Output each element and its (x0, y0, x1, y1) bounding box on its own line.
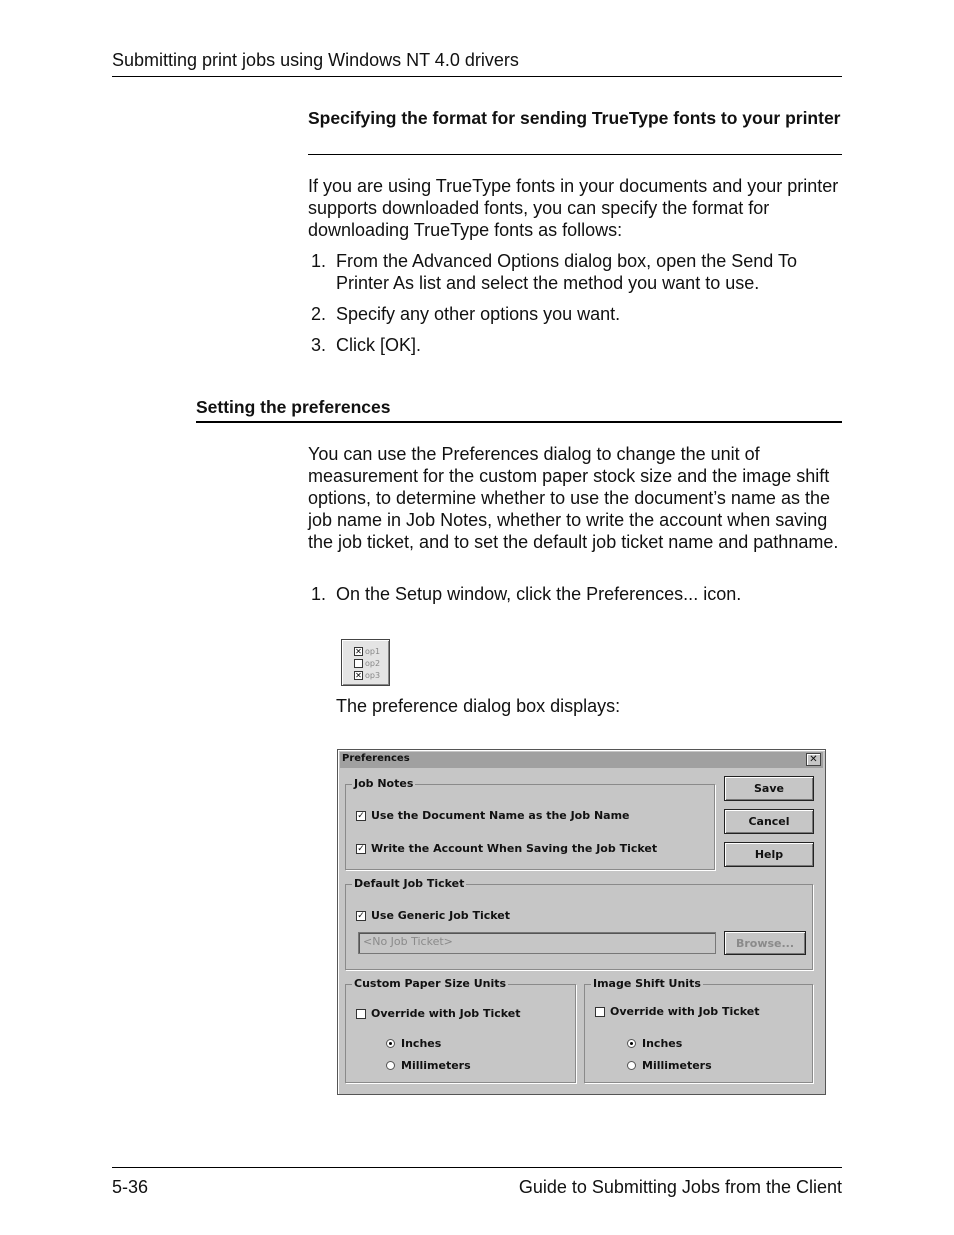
section-heading-rule (308, 154, 842, 155)
cancel-button[interactable]: Cancel (724, 809, 814, 834)
preferences-steps (308, 583, 842, 605)
write-account-checkbox[interactable] (356, 842, 657, 855)
group-label: Image Shift Units (593, 977, 701, 990)
radio-label: Millimeters (401, 1059, 471, 1072)
step-item (308, 583, 842, 605)
step-text: Specify any other options you want. (336, 304, 621, 324)
checkbox-label: Use the Document Name as the Job Name (371, 809, 630, 822)
job-notes-group (345, 777, 715, 870)
radio-label: Inches (642, 1037, 683, 1050)
header-rule (112, 76, 842, 77)
checkbox-label: Use Generic Job Ticket (371, 909, 510, 922)
step-item (308, 334, 842, 356)
radio-selected-icon (627, 1039, 636, 1048)
footer-rule (112, 1167, 842, 1168)
default-job-ticket-group (345, 877, 813, 970)
paper-inches-radio[interactable] (386, 1037, 441, 1050)
checkbox-checked-icon: ✓ (357, 910, 365, 921)
browse-button[interactable]: Browse... (724, 931, 806, 955)
radio-label: Inches (401, 1037, 442, 1050)
use-document-name-checkbox[interactable] (356, 809, 630, 822)
checkbox-label: Write the Account When Saving the Job Ticket (371, 842, 658, 855)
step-number: 2. (311, 304, 327, 324)
checkbox-checked-icon: ✕ (355, 670, 362, 680)
checkbox-label: Override with Job Ticket (371, 1007, 521, 1020)
step-item (308, 250, 842, 294)
step-text: On the Setup window, click the Preferences... icon. (336, 584, 742, 604)
save-button[interactable]: Save (724, 776, 814, 801)
section-heading-preferences: Setting the preferences (196, 397, 391, 417)
checkbox-empty-icon (354, 659, 363, 668)
radio-empty-icon (627, 1061, 636, 1070)
truetype-intro: If you are using TrueType fonts in your documents and your printer supports downloaded fonts, you can specify the format for downloading TrueType fonts as follows: (308, 176, 839, 240)
checkbox-empty-icon (595, 1007, 605, 1017)
paper-millimeters-radio[interactable] (386, 1059, 471, 1072)
dialog-title: Preferences (342, 753, 410, 764)
step-number: 1. (311, 584, 327, 604)
step-number: 3. (311, 335, 327, 355)
custom-paper-size-units-group (345, 977, 576, 1083)
checkbox-empty-icon (356, 1009, 366, 1019)
use-generic-ticket-checkbox[interactable] (356, 909, 510, 922)
image-shift-units-group (584, 977, 813, 1083)
radio-empty-icon (386, 1061, 395, 1070)
close-icon[interactable]: ✕ (806, 753, 821, 766)
preferences-dialog (337, 749, 826, 1095)
page-number: 5-36 (112, 1177, 149, 1197)
shift-millimeters-radio[interactable] (627, 1059, 712, 1072)
group-label: Custom Paper Size Units (354, 977, 507, 990)
footer-title: Guide to Submitting Jobs from the Client (518, 1177, 842, 1197)
preferences-icon: ✕ op1 op2 ✕ op3 (341, 639, 390, 686)
section-heading-truetype: Specifying the format for sending TrueType fonts to your printer (308, 108, 841, 128)
truetype-steps (308, 250, 842, 356)
job-ticket-path-field[interactable]: <No Job Ticket> (358, 932, 716, 954)
preferences-intro: You can use the Preferences dialog to change the unit of measurement for the custom paper stock size and the image shift options, to determine whether to use the document’s name as the job name in Job Notes, whether to write the account when saving the job ticket, and to set the default job ticket name and pathname. (308, 444, 839, 552)
checkbox-checked-icon: ✓ (357, 843, 365, 854)
section-heading-rule (196, 421, 842, 423)
paper-override-checkbox[interactable] (356, 1007, 521, 1020)
radio-selected-icon (386, 1039, 395, 1048)
step-text: Click [OK]. (336, 335, 422, 355)
dialog-caption: The preference dialog box displays: (336, 696, 621, 716)
shift-inches-radio[interactable] (627, 1037, 682, 1050)
step-text: From the Advanced Options dialog box, open the Send To Printer As list and select the method you want to use. (336, 251, 797, 293)
radio-label: Millimeters (642, 1059, 712, 1072)
step-item (308, 303, 842, 325)
step-number: 1. (311, 251, 327, 271)
checkbox-checked-icon: ✓ (357, 810, 365, 821)
group-label: Job Notes (354, 777, 414, 790)
checkbox-label: Override with Job Ticket (610, 1005, 760, 1018)
dialog-titlebar (340, 752, 823, 768)
running-header: Submitting print jobs using Windows NT 4.0 drivers (112, 50, 519, 70)
checkbox-checked-icon: ✕ (355, 646, 362, 656)
shift-override-checkbox[interactable] (595, 1005, 760, 1018)
group-label: Default Job Ticket (354, 877, 465, 890)
help-button[interactable]: Help (724, 842, 814, 867)
